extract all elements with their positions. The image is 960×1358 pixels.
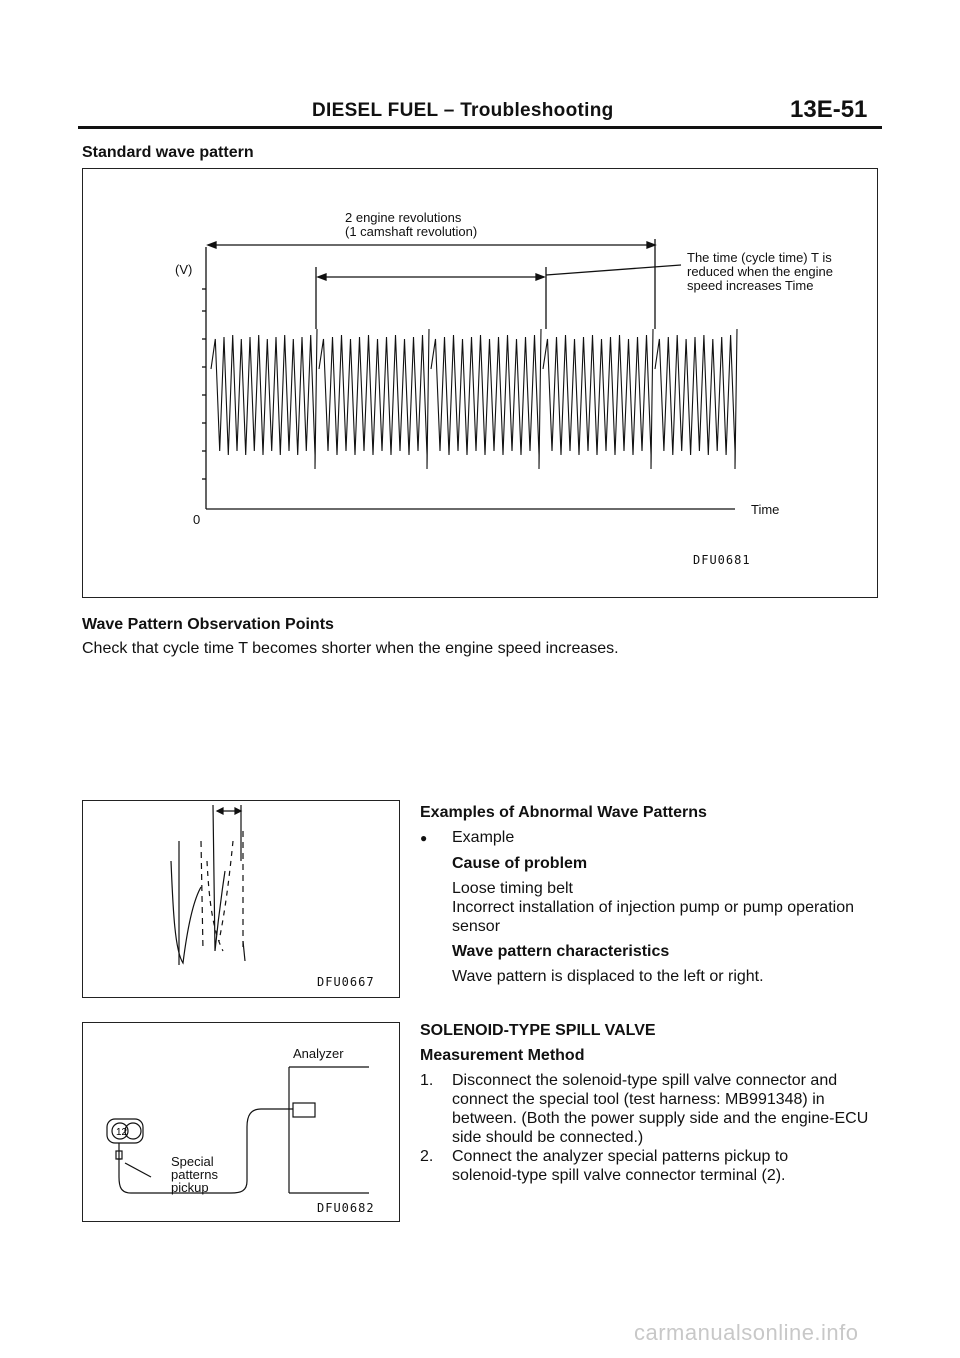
step-2-num: 2. [420, 1148, 434, 1165]
example-label: Example [452, 829, 515, 846]
rev-label-2: (1 camshaft revolution) [345, 224, 478, 239]
step-1-line-1: Disconnect the solenoid-type spill valve connector and [452, 1072, 838, 1089]
origin-label: 0 [193, 512, 201, 527]
step-1-line-4: side should be connected.) [452, 1129, 644, 1146]
standard-wave-figure [82, 168, 878, 598]
abnormal-section [420, 803, 854, 986]
cause-line-2: Incorrect installation of injection pump or pump operation [452, 899, 854, 916]
char-text: Wave pattern is displaced to the left or right. [452, 968, 764, 985]
cause-line-1: Loose timing belt [452, 880, 573, 897]
spill-valve-section [420, 1021, 868, 1185]
pickup-leader-line [125, 1163, 151, 1177]
step-1-line-2: connect the special tool (test harness: MB991348) in [452, 1091, 825, 1108]
example-item [420, 828, 854, 848]
step-1 [420, 1071, 868, 1147]
header-rule [78, 126, 882, 129]
pickup-label-1: Special [171, 1154, 214, 1169]
connector-label: 12 [116, 1127, 128, 1138]
standard-wave-trace [211, 329, 737, 469]
step-2 [420, 1147, 868, 1185]
analyzer-label: Analyzer [293, 1046, 344, 1061]
pickup-label-3: pickup [171, 1180, 209, 1195]
method-heading: Measurement Method [420, 1047, 585, 1064]
note-line-3: speed increases Time [687, 278, 814, 293]
pickup-label-2: patterns [171, 1167, 218, 1182]
header-title-main: DIESEL FUEL [312, 100, 439, 121]
rev-label-1: 2 engine revolutions [345, 210, 462, 225]
abnormal-wave-diagram [83, 801, 401, 999]
standard-wave-diagram [83, 169, 879, 599]
note-line-1: The time (cycle time) T is [687, 250, 832, 265]
observation-text: Check that cycle time T becomes shorter when the engine speed increases. [82, 640, 619, 657]
header-title-dash: – [443, 100, 455, 121]
step-1-line-3: between. (Both the power supply side and the engine-ECU [452, 1110, 869, 1127]
observation-title: Wave Pattern Observation Points [82, 616, 334, 633]
analyzer-screen-icon [293, 1103, 315, 1117]
abnormal-title: Examples of Abnormal Wave Patterns [420, 804, 707, 821]
char-heading: Wave pattern characteristics [452, 943, 670, 960]
page-number: 13E-51 [790, 96, 868, 123]
watermark: carmanualsonline.info [634, 1320, 859, 1345]
spill-valve-diagram [83, 1023, 401, 1223]
cause-heading: Cause of problem [452, 855, 588, 872]
page-header-title [312, 100, 614, 122]
y-axis-unit: (V) [175, 262, 193, 277]
step-1-num: 1. [420, 1072, 434, 1089]
step-2-line-2: solenoid-type spill valve connector terminal (2). [452, 1167, 786, 1184]
step-2-line-1: Connect the analyzer special patterns pickup to [452, 1148, 789, 1165]
figure-code-dfu0667: DFU0667 [317, 975, 375, 989]
note-line-2: reduced when the engine [687, 264, 834, 279]
figure-code-dfu0682: DFU0682 [317, 1201, 375, 1215]
header-title-sub: Troubleshooting [460, 100, 614, 121]
abnormal-wave-figure [82, 800, 400, 998]
spill-valve-figure [82, 1022, 400, 1222]
figure-code-dfu0681: DFU0681 [693, 553, 751, 567]
section-title-standard-wave: Standard wave pattern [82, 144, 254, 161]
bullet-icon: ● [420, 831, 428, 845]
x-axis-label: Time [751, 502, 780, 517]
cause-line-3: sensor [452, 918, 501, 935]
spill-valve-title: SOLENOID-TYPE SPILL VALVE [420, 1022, 656, 1039]
